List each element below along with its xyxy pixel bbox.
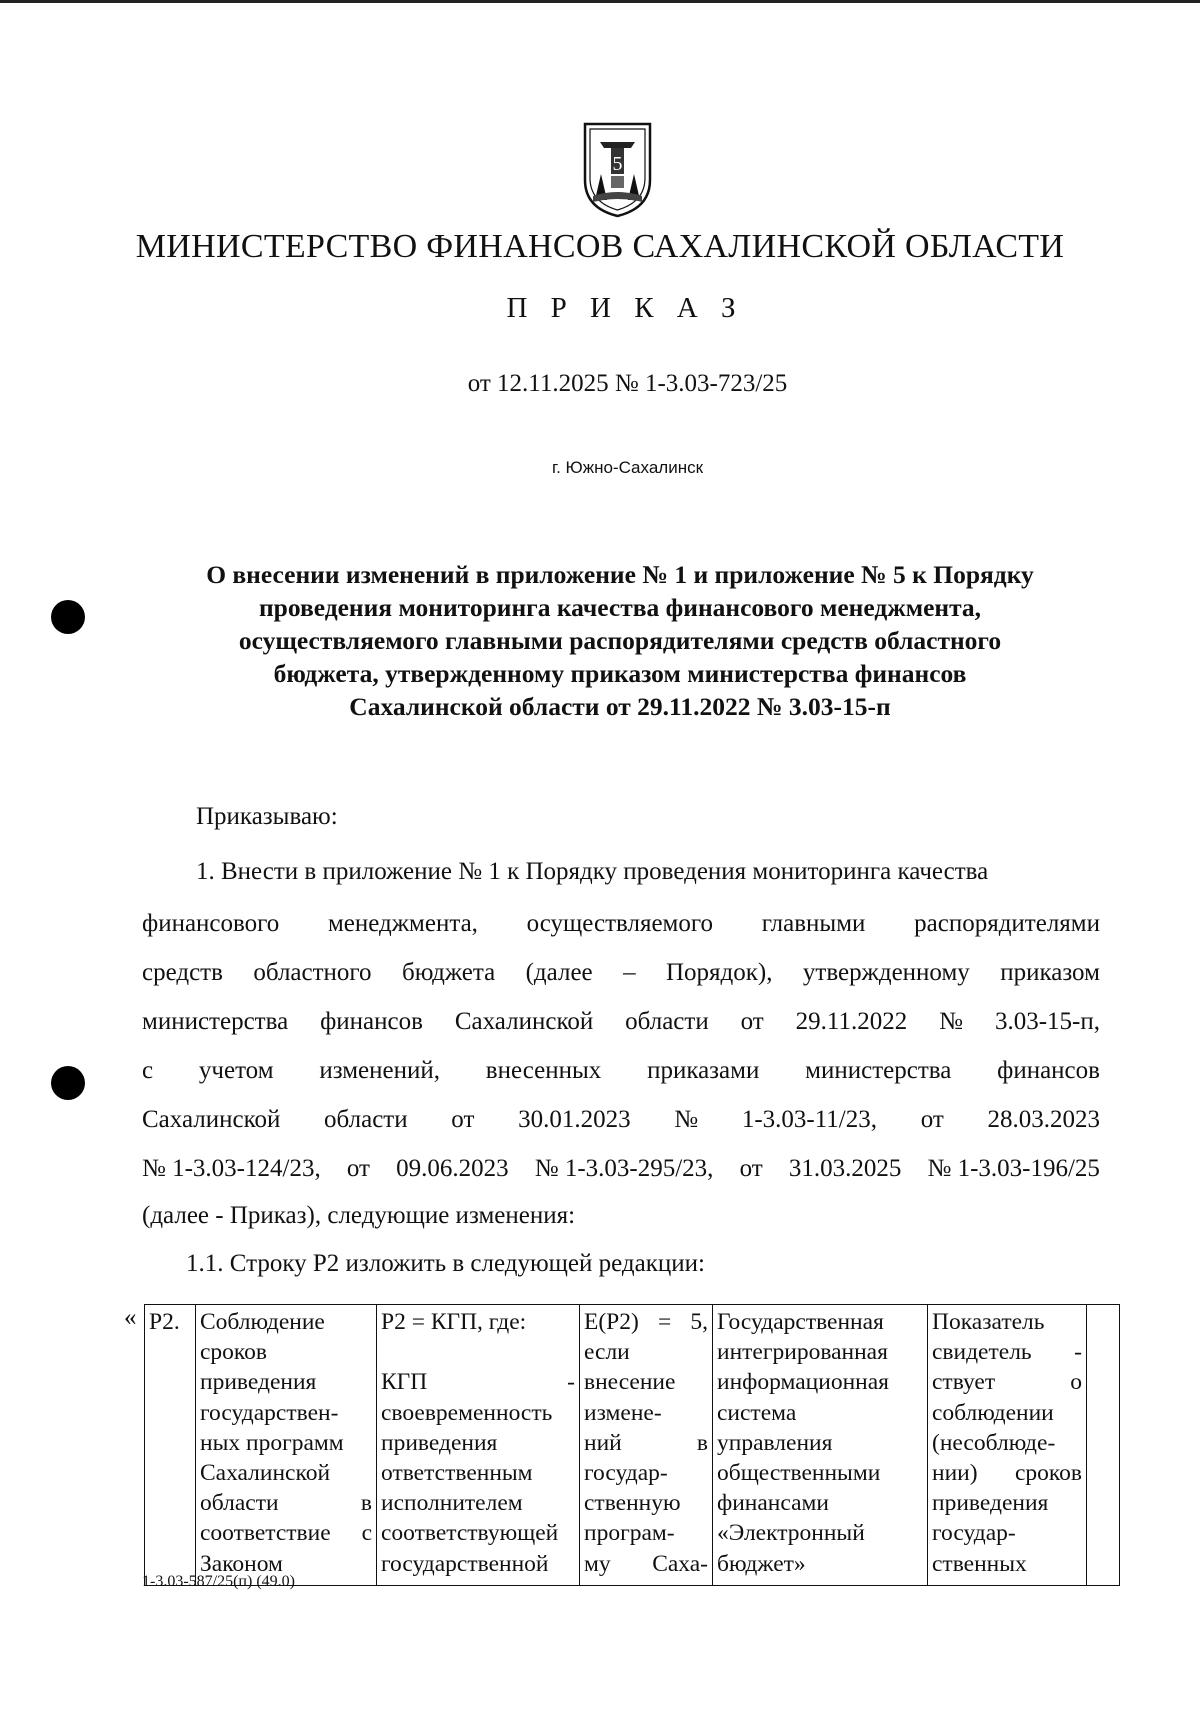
table-cell-formula xyxy=(377,1305,580,1586)
table-cell-score xyxy=(580,1305,713,1586)
word: внесенных xyxy=(485,1057,602,1084)
paragraph-1-line xyxy=(142,910,1100,938)
word: Е(Р2) xyxy=(584,1309,639,1335)
indicator-table xyxy=(144,1304,1120,1586)
city: г. Южно-Сахалинск xyxy=(551,458,704,477)
cell-line: сроков xyxy=(200,1339,268,1366)
cell-line xyxy=(200,1488,372,1518)
word: 09.06.2023 xyxy=(396,1155,509,1182)
word: осуществляемого xyxy=(526,910,713,937)
word: = xyxy=(657,1309,672,1335)
svg-text:5: 5 xyxy=(612,153,623,175)
cell-line xyxy=(584,1307,708,1337)
subject-line: Сахалинской области от 29.11.2022 № 3.03-15-п xyxy=(349,692,891,721)
cell-line: Соблюдение xyxy=(200,1309,325,1335)
cell-line: система xyxy=(717,1399,797,1426)
cell-line: внесение xyxy=(584,1369,676,1396)
word: учетом xyxy=(198,1057,274,1084)
word: финансового xyxy=(142,910,280,937)
word: финансов xyxy=(997,1057,1100,1084)
subject-line: О внесении изменений в приложение № 1 и приложение № 5 к Порядку xyxy=(206,560,1034,589)
word: - xyxy=(567,1369,575,1396)
document-footer-code: 1-3.03-587/25(п) (49.0) xyxy=(142,1573,295,1590)
table-row xyxy=(145,1305,1120,1586)
cell-line: информационная xyxy=(717,1369,889,1396)
word: с xyxy=(142,1057,154,1084)
word: от xyxy=(451,1106,475,1133)
word: утвержденному xyxy=(802,959,970,986)
word: министерства xyxy=(805,1057,952,1084)
cell-line: Р2 = КГП, где: xyxy=(381,1309,527,1335)
subject-line: бюджета, утвержденному приказом министерства финансов xyxy=(273,659,967,688)
word: № 1-3.03-124/23, xyxy=(142,1155,321,1182)
word: 31.03.2025 xyxy=(788,1155,902,1182)
paragraph-1-line xyxy=(142,1008,1100,1036)
word: сроков xyxy=(1014,1460,1082,1487)
punch-hole xyxy=(51,600,85,634)
cell-line: исполнителем xyxy=(381,1490,523,1517)
table-cell-code: Р2. xyxy=(145,1305,196,1586)
paragraph-1-last-line: (далее - Приказ), следующие изменения: xyxy=(142,1202,576,1229)
word: КГП xyxy=(381,1369,428,1396)
word: с xyxy=(361,1520,372,1547)
ministry-name: МИНИСТЕРСТВО ФИНАНСОВ САХАЛИНСКОЙ ОБЛАСТИ xyxy=(135,228,1065,265)
cell-line: ных программ xyxy=(200,1429,344,1456)
cell-line: государствен- xyxy=(200,1399,339,1426)
word: бюджета xyxy=(401,959,496,986)
cell-line: приведения xyxy=(381,1429,498,1456)
cell-line: соблюдении xyxy=(932,1399,1054,1426)
cell-line xyxy=(584,1428,708,1458)
paragraph-1-line xyxy=(142,1057,1100,1085)
cell-line xyxy=(932,1367,1082,1397)
order-number: от 12.11.2025 № 1-3.03-723/25 xyxy=(467,370,788,397)
word: распорядителями xyxy=(914,910,1100,937)
scan-top-edge xyxy=(0,0,1200,3)
cell-line: соответствующей xyxy=(381,1520,559,1547)
word: области xyxy=(324,1106,408,1133)
word: соответствие xyxy=(200,1520,331,1547)
word: областного xyxy=(253,959,372,986)
cell-line: приведения xyxy=(932,1490,1049,1517)
cell-line xyxy=(381,1337,575,1367)
cell-line xyxy=(932,1337,1082,1367)
cell-line: измене- xyxy=(584,1399,662,1426)
cell-line: «Электронный xyxy=(717,1520,865,1547)
order-subject xyxy=(140,558,1100,723)
word: средств xyxy=(142,959,223,986)
word: нии) xyxy=(932,1460,978,1487)
word: № 1-3.03-196/25 xyxy=(927,1155,1100,1182)
word: от xyxy=(346,1155,370,1182)
word: изменений, xyxy=(319,1057,440,1084)
word: 5, xyxy=(690,1309,708,1335)
paragraph-1-1: 1.1. Строку Р2 изложить в следующей редакции: xyxy=(186,1250,705,1277)
word: от xyxy=(739,1155,763,1182)
cell-line: управления xyxy=(717,1429,833,1456)
cell-line: Законом xyxy=(200,1550,283,1577)
paragraph-1-first-line: 1. Внести в приложение № 1 к Порядку проведения мониторинга качества xyxy=(196,858,989,885)
paragraph-1-line xyxy=(142,959,1100,987)
word: 1-3.03-11/23, xyxy=(741,1106,877,1133)
cell-line xyxy=(932,1458,1082,1488)
word: приказом xyxy=(1000,959,1100,986)
word: № 1-3.03-295/23, xyxy=(534,1155,714,1182)
word: от xyxy=(740,1008,764,1035)
cell-line xyxy=(200,1518,372,1548)
cell-line: своевременность xyxy=(381,1399,553,1426)
cell-line: если xyxy=(584,1339,630,1366)
paragraph-1-line xyxy=(142,1106,1100,1134)
cell-line: (несоблюде- xyxy=(932,1429,1056,1456)
cell-line xyxy=(584,1549,708,1579)
cell-line: государ- xyxy=(932,1520,1016,1547)
table-cell-name xyxy=(196,1305,377,1586)
cell-line: ственных xyxy=(932,1550,1027,1577)
cell-line: общественными xyxy=(717,1460,881,1487)
word: (далее xyxy=(525,959,593,986)
cell-line: ответственным xyxy=(381,1460,533,1487)
word: 30.01.2023 xyxy=(518,1106,631,1133)
cell-line: финансами xyxy=(717,1490,829,1517)
word: области xyxy=(625,1008,709,1035)
open-quote: « xyxy=(124,1304,137,1331)
cell-line: бюджет» xyxy=(717,1550,806,1577)
word: свидетель xyxy=(932,1339,1032,1366)
subject-line: осуществляемого главными распорядителями средств областного xyxy=(238,626,1002,655)
cell-line: Сахалинской xyxy=(200,1460,331,1487)
word: му xyxy=(584,1550,611,1577)
subject-line: проведения мониторинга качества финансового менеджмента, xyxy=(258,593,982,622)
word: финансов xyxy=(320,1008,423,1035)
table-cell-empty xyxy=(1087,1305,1120,1586)
cell-line: государственной xyxy=(381,1550,549,1577)
word: ний xyxy=(584,1429,622,1456)
word: № xyxy=(674,1106,699,1133)
sakhalin-coat-of-arms-icon xyxy=(575,118,660,218)
word: от xyxy=(920,1106,944,1133)
table-cell-comment xyxy=(928,1305,1087,1586)
word: 28.03.2023 xyxy=(987,1106,1100,1133)
intro-line: Приказываю: xyxy=(196,803,338,830)
word: № xyxy=(939,1008,964,1035)
word: Порядок), xyxy=(665,959,773,986)
cell-line: приведения xyxy=(200,1369,317,1396)
table-cell-source xyxy=(713,1305,928,1586)
word: менеджмента, xyxy=(327,910,478,937)
word: в xyxy=(696,1429,708,1456)
word: – xyxy=(623,959,636,986)
paragraph-1-line xyxy=(142,1155,1100,1183)
cell-line: государ- xyxy=(584,1460,668,1487)
word: министерства xyxy=(142,1008,289,1035)
word: Сахалинской xyxy=(142,1106,281,1133)
word: главными xyxy=(761,910,866,937)
word: 29.11.2022 xyxy=(795,1008,908,1035)
word: - xyxy=(1074,1339,1082,1366)
cell-line xyxy=(381,1367,575,1397)
word: приказами xyxy=(647,1057,760,1084)
word: Саха- xyxy=(652,1550,708,1577)
document-type: П Р И К А З xyxy=(506,292,744,324)
cell-line: Показатель xyxy=(932,1309,1045,1335)
word: ствует xyxy=(932,1369,996,1396)
word: в xyxy=(360,1490,372,1517)
word: области xyxy=(200,1490,279,1517)
punch-hole xyxy=(51,1066,85,1100)
cell-line: програм- xyxy=(584,1520,675,1547)
word: о xyxy=(1070,1369,1082,1396)
cell-line: ственную xyxy=(584,1490,681,1517)
word: 3.03-15-п, xyxy=(994,1008,1100,1035)
cell-line: Государственная xyxy=(717,1309,884,1335)
word: Сахалинской xyxy=(454,1008,594,1035)
cell-line: интегрированная xyxy=(717,1339,888,1366)
